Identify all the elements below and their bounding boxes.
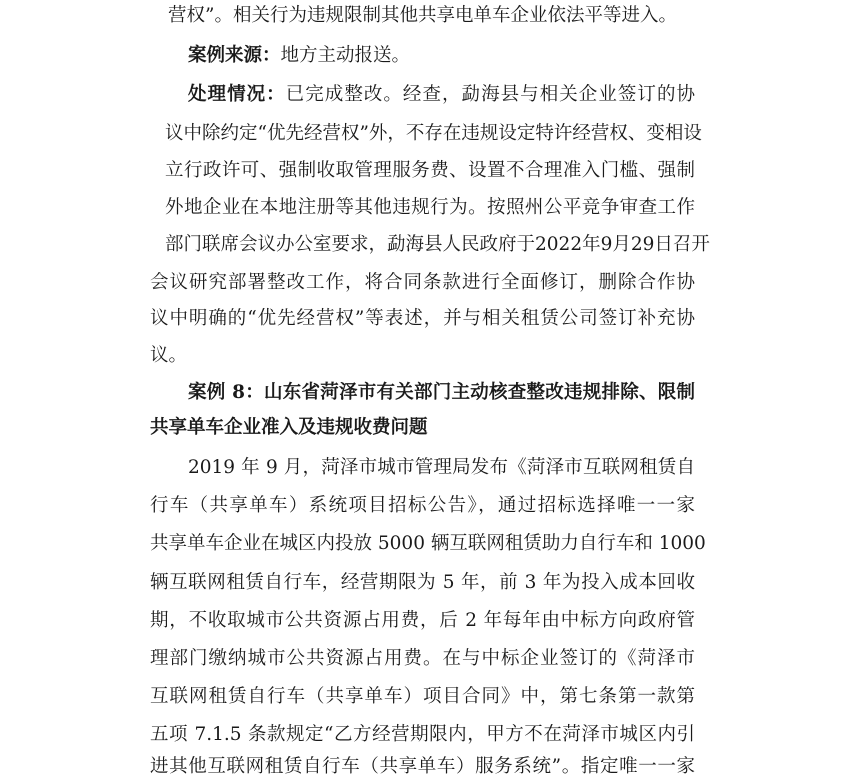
paragraph-line: 辆互联网租赁自行车，经营期限为 5 年，前 3 年为投入成本回收 xyxy=(150,572,695,593)
paragraph-line: 会议研究部署整改工作，将合同条款进行全面修订，删除合作协 xyxy=(150,272,695,293)
paragraph-line: 互联网租赁自行车（共享单车）项目合同》中，第七条第一款第 xyxy=(150,686,695,707)
paragraph-line: 部门联席会议办公室要求，勐海县人民政府于2022年9月29日召开 xyxy=(165,234,710,255)
paragraph-line: 外地企业在本地注册等其他违规行为。按照州公平竞争审查工作 xyxy=(165,197,695,218)
paragraph-line: 议。 xyxy=(150,345,188,366)
paragraph-line: 五项 7.1.5 条款规定“乙方经营期限内，甲方不在菏泽市城区内引 xyxy=(150,724,695,745)
handling-label: 处理情况： xyxy=(188,84,286,105)
paragraph-line: 理部门缴纳城市公共资源占用费。在与中标企业签订的《菏泽市 xyxy=(150,648,695,669)
case8-title-line: 案例 8：山东省菏泽市有关部门主动核查整改违规排除、限制 xyxy=(188,382,695,403)
paragraph-line: 期，不收取城市公共资源占用费，后 2 年每年由中标方向政府管 xyxy=(150,610,695,631)
paragraph-line: 议中明确的“优先经营权”等表述，并与相关租赁公司签订补充协 xyxy=(150,308,695,329)
case-source-text: 地方主动报送。 xyxy=(280,45,411,66)
paragraph-line: 2019 年 9 月，菏泽市城市管理局发布《菏泽市互联网租赁自 xyxy=(188,457,695,478)
handling-text: 已完成整改。经查，勐海县与相关企业签订的协 xyxy=(285,84,695,105)
case8-title-line: 共享单车企业准入及违规收费问题 xyxy=(150,417,428,438)
paragraph-line: 进其他互联网租赁自行车（共享单车）服务系统”。指定唯一一家 xyxy=(150,756,695,777)
case-source-line xyxy=(188,44,695,68)
paragraph-line: 营权”。相关行为违规限制其他共享电单车企业依法平等进入。 xyxy=(168,5,677,26)
case-source-label: 案例来源： xyxy=(188,45,281,66)
paragraph-line: 共享单车企业在城区内投放 5000 辆互联网租赁助力自行车和 1000 xyxy=(150,533,706,554)
paragraph-line: 议中除约定“优先经营权”外，不存在违规设定特许经营权、变相设 xyxy=(165,123,702,144)
paragraph-line: 立行政许可、强制收取管理服务费、设置不合理准入门槛、强制 xyxy=(165,160,695,181)
handling-line xyxy=(188,83,695,107)
paragraph-line: 行车（共享单车）系统项目招标公告》，通过招标选择唯一一家 xyxy=(150,495,695,516)
